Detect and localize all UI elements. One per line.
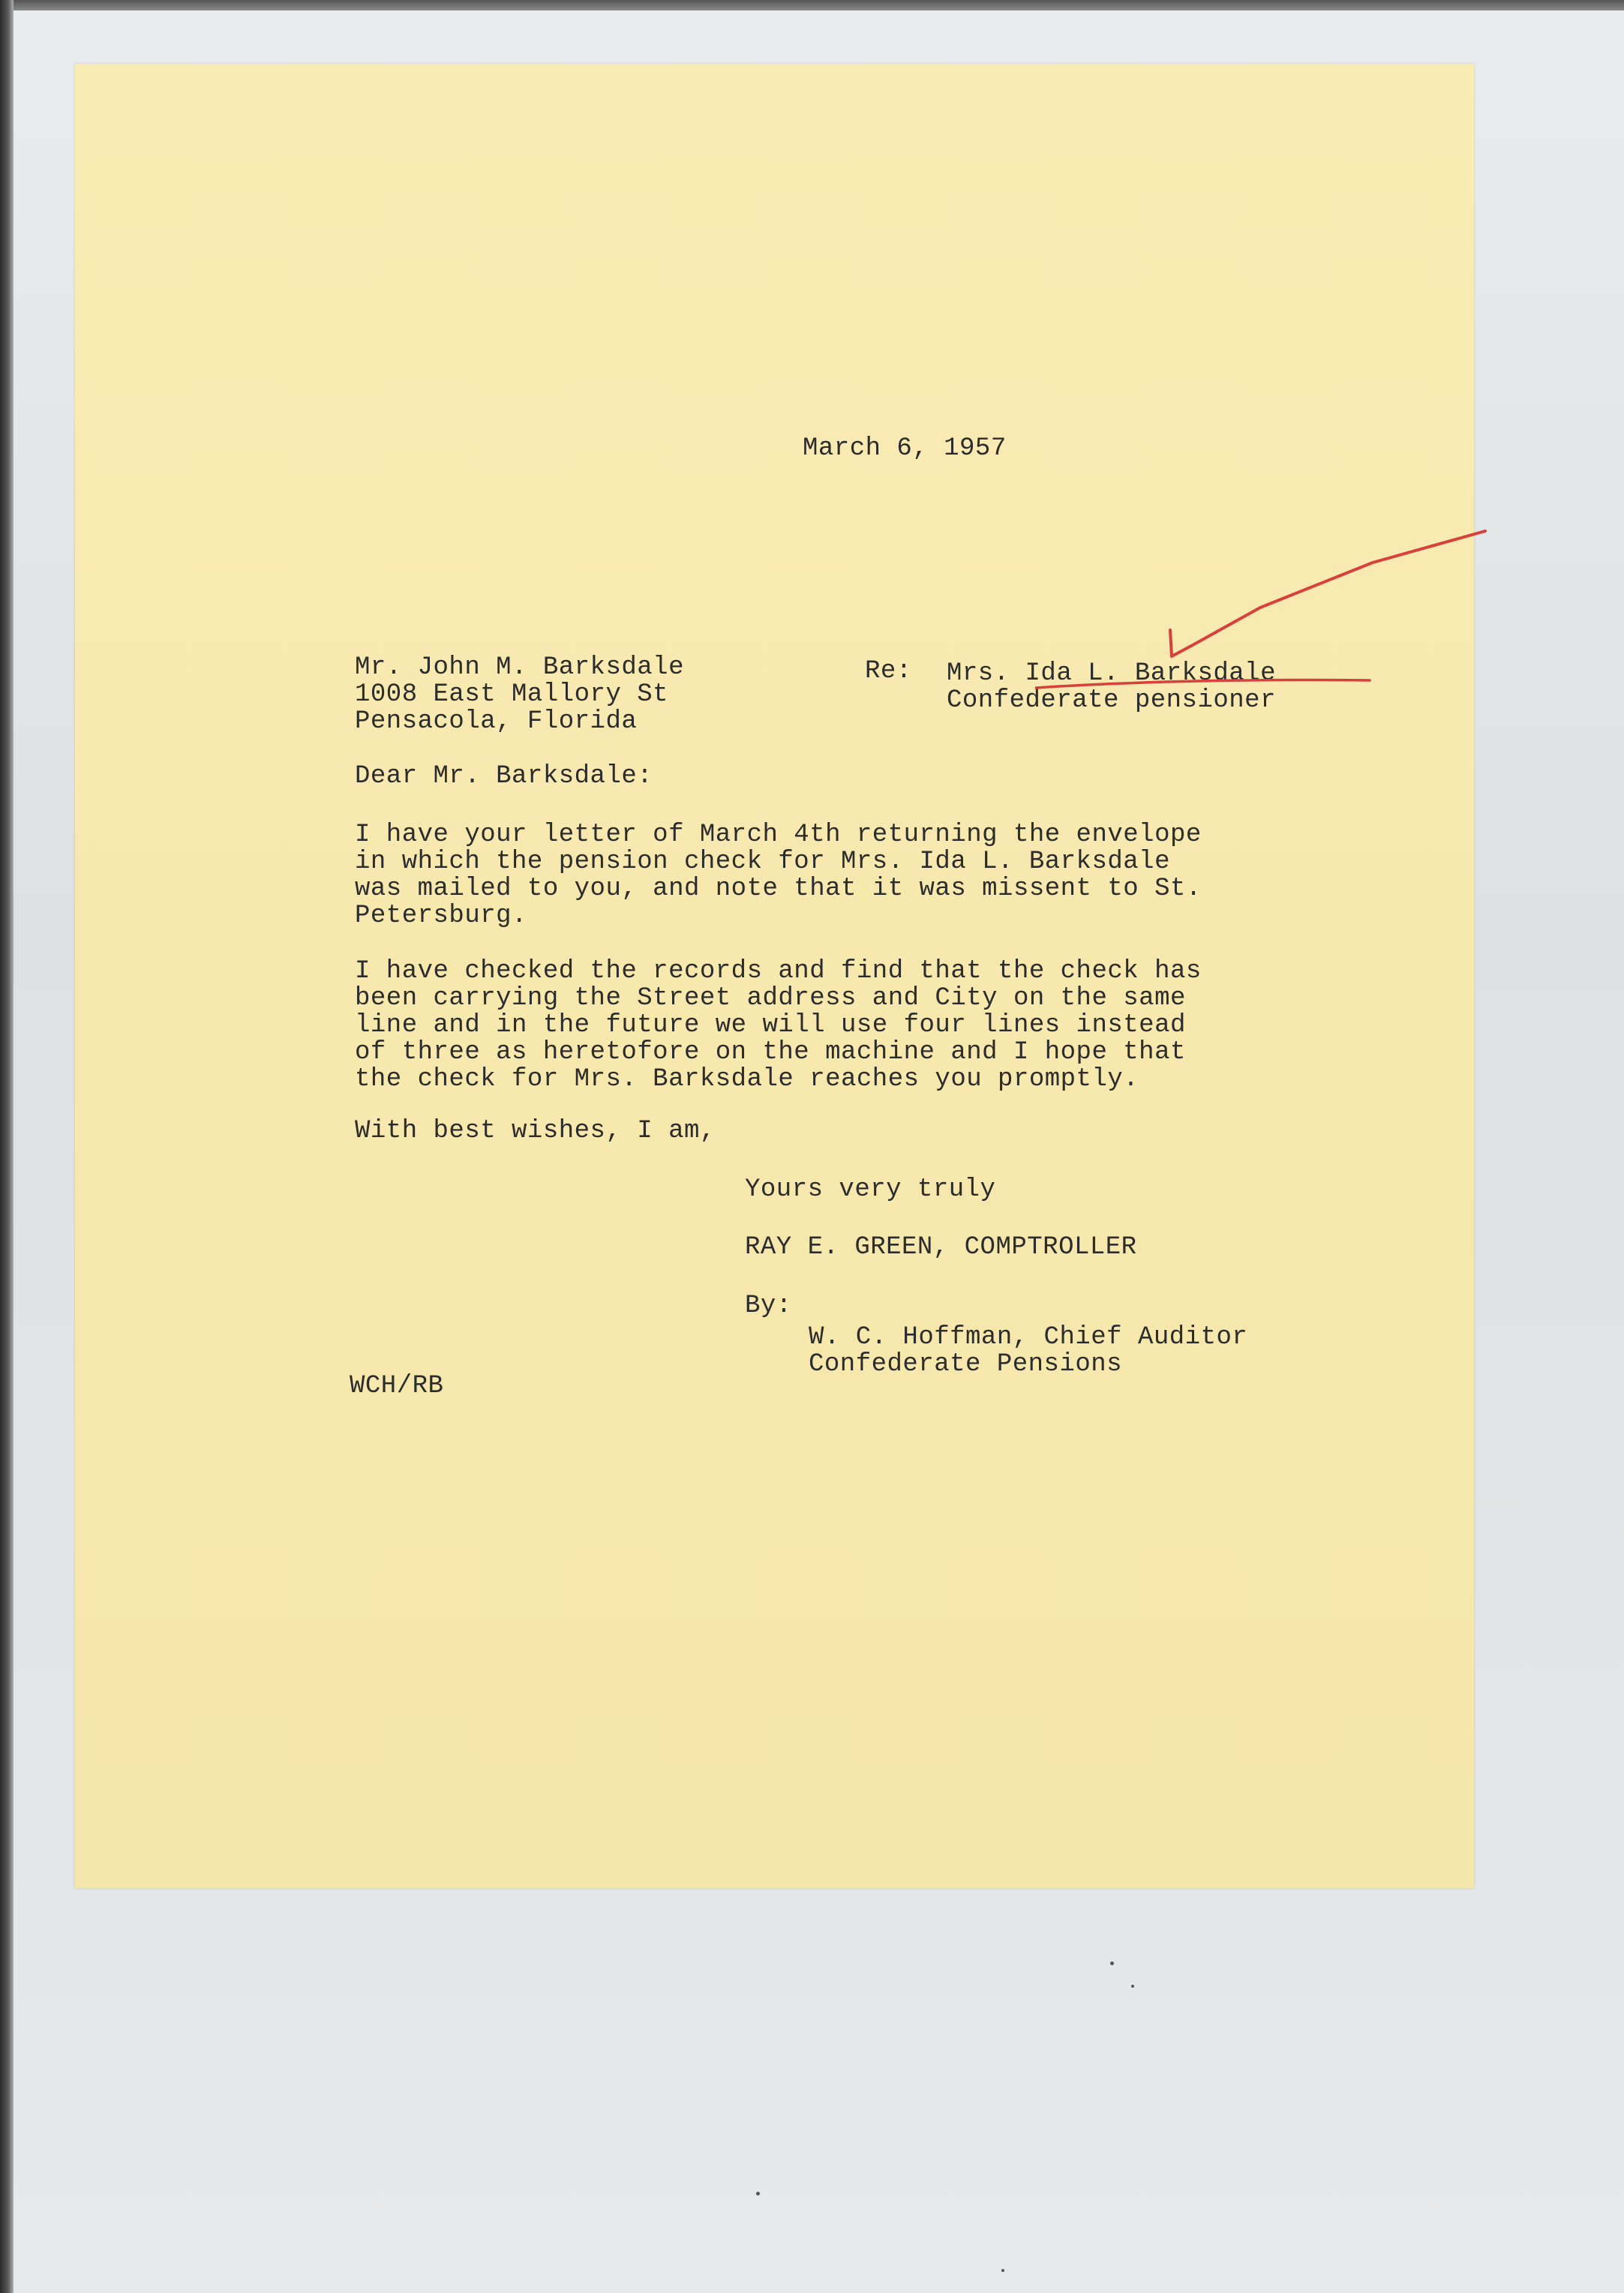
paragraph2-line2: been carrying the Street address and City on the same <box>355 984 1186 1013</box>
complimentary-close: Yours very truly <box>745 1175 996 1204</box>
paragraph2-line5: the check for Mrs. Barksdale reaches you promptly. <box>355 1065 1139 1094</box>
signer-department: Confederate Pensions <box>809 1350 1123 1379</box>
scan-speck <box>1131 1985 1134 1988</box>
re-subject-status: Confederate pensioner <box>947 686 1276 715</box>
paragraph1-line3: was mailed to you, and note that it was missent to St. <box>355 875 1202 903</box>
scan-border-top <box>0 0 1624 11</box>
letter-date: March 6, 1957 <box>803 434 1007 463</box>
scan-border-left <box>0 0 14 2293</box>
recipient-street: 1008 East Mallory St <box>355 680 669 709</box>
paragraph2-line1: I have checked the records and find that the check has <box>355 957 1202 986</box>
typist-initials: WCH/RB <box>350 1372 444 1400</box>
paragraph1-line2: in which the pension check for Mrs. Ida L. Barksdale <box>355 848 1170 876</box>
signer-name: W. C. Hoffman, Chief Auditor <box>809 1323 1248 1352</box>
re-subject-name: Mrs. Ida L. Barksdale <box>947 659 1276 688</box>
paragraph2-line3: line and in the future we will use four lines instead <box>355 1011 1186 1040</box>
scan-speck <box>756 2192 760 2195</box>
re-label: Re: <box>865 657 912 686</box>
salutation: Dear Mr. Barksdale: <box>355 762 653 791</box>
red-check-mark-icon <box>1148 525 1493 664</box>
scan-speck <box>1110 1961 1114 1965</box>
paragraph2-line4: of three as heretofore on the machine and I hope that <box>355 1038 1186 1067</box>
closing-line: With best wishes, I am, <box>355 1117 716 1145</box>
by-label: By: <box>745 1292 792 1320</box>
signer-organization: RAY E. GREEN, COMPTROLLER <box>745 1233 1137 1262</box>
red-underline-icon <box>1035 671 1373 694</box>
paragraph1-line4: Petersburg. <box>355 902 527 930</box>
scan-speck <box>1001 2269 1004 2272</box>
paragraph1-line1: I have your letter of March 4th returning the envelope <box>355 821 1202 849</box>
recipient-city: Pensacola, Florida <box>355 707 638 736</box>
recipient-name: Mr. John M. Barksdale <box>355 653 684 682</box>
letter-page <box>75 64 1474 1888</box>
